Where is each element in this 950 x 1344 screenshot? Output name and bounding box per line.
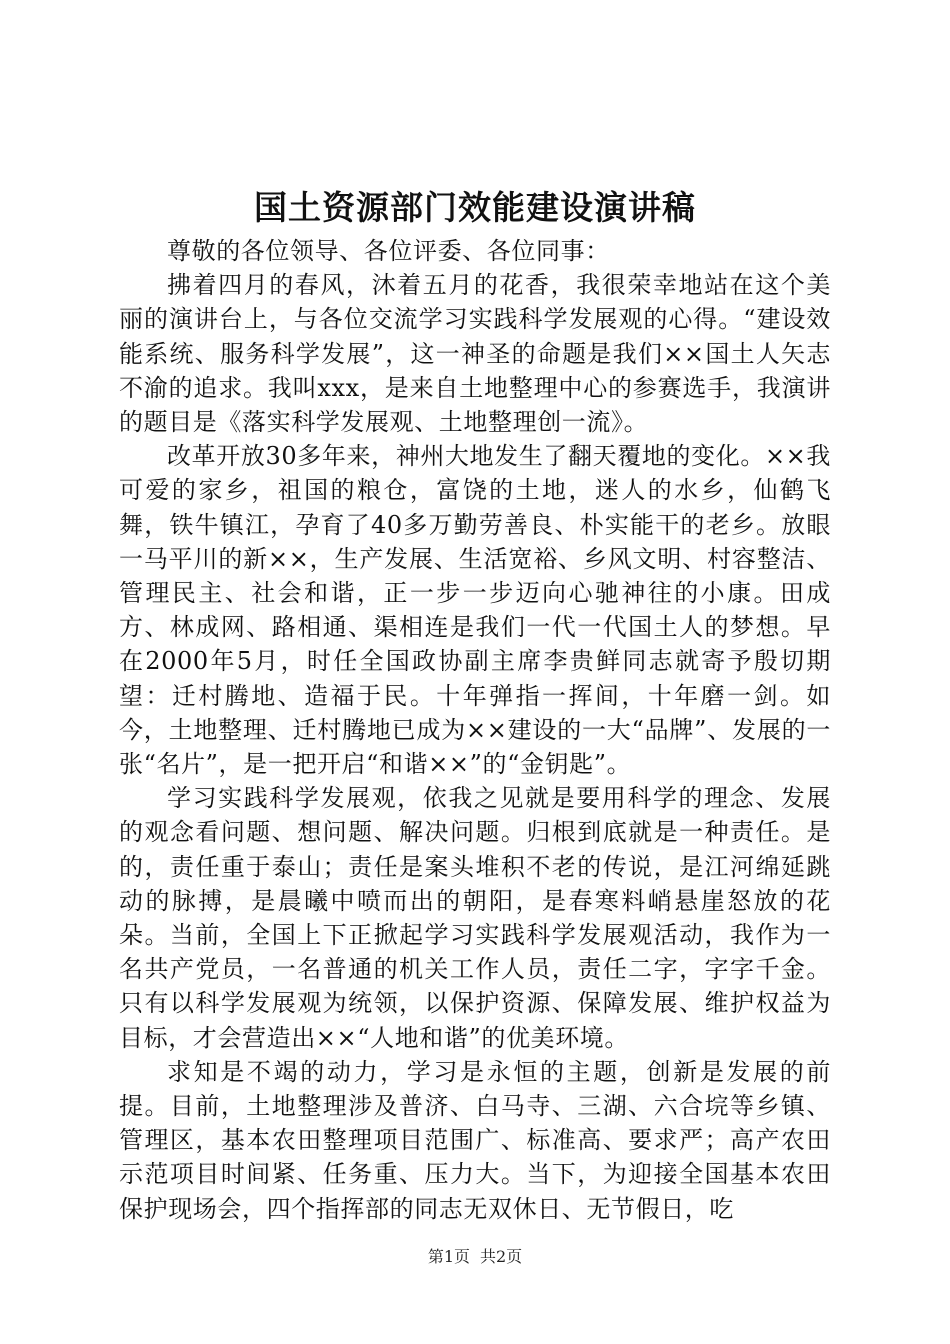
body-paragraph: 拂着四月的春风，沐着五月的花香，我很荣幸地站在这个美丽的演讲台上，与各位交流学习实践科学发展观的心得。“建设效能系统、服务科学发展”，这一神圣的命题是我们××国土人矢志不渝的追求。我叫xxx，是来自土地整理中心的参赛选手，我演讲的题目是《落实科学发展观、土地整理创一流》。 — [119, 271, 831, 437]
page-number: 第1页 — [427, 1247, 470, 1266]
salutation-paragraph: 尊敬的各位领导、各位评委、各位同事： — [167, 237, 610, 265]
page-footer — [0, 1246, 950, 1268]
body-paragraph: 学习实践科学发展观，依我之见就是要用科学的理念、发展的观念看问题、想问题、解决问题。归根到底就是一种责任。是的，责任重于泰山；责任是案头堆积不老的传说，是江河绵延跳动的脉搏，是晨曦中喷而出的朝阳，是春寒料峭悬崖怒放的花朵。当前，全国上下正掀起学习实践科学发展观活动，我作为一名共产党员，一名普通的机关工作人员，责任二字，字字千金。只有以科学发展观为统领，以保护资源、保障发展、维护权益为目标，才会营造出××“人地和谐”的优美环境。 — [119, 784, 831, 1052]
document-title: 国土资源部门效能建设演讲稿 — [254, 188, 696, 227]
page-total: 共2页 — [480, 1247, 523, 1266]
document-body — [119, 234, 831, 1226]
body-paragraph: 求知是不竭的动力，学习是永恒的主题，创新是发展的前提。目前，土地整理涉及普济、白马寺、三湖、六合垸等乡镇、管理区，基本农田整理项目范围广、标准高、要求严；高产农田示范项目时间紧、任务重、压力大。当下，为迎接全国基本农田保护现场会，四个指挥部的同志无双休日、无节假日，吃 — [119, 1057, 831, 1223]
body-paragraph: 改革开放30多年来，神州大地发生了翻天覆地的变化。××我可爱的家乡，祖国的粮仓，富饶的土地，迷人的水乡，仙鹤飞舞，铁牛镇江，孕育了40多万勤劳善良、朴实能干的老乡。放眼一马平川的新××，生产发展、生活宽裕、乡风文明、村容整洁、管理民主、社会和谐，正一步一步迈向心驰神往的小康。田成方、林成网、路相通、渠相连是我们一代一代国土人的梦想。早在2000年5月，时任全国政协副主席李贵鲜同志就寄予殷切期望：迁村腾地、造福于民。十年弹指一挥间，十年磨一剑。如今，土地整理、迁村腾地已成为××建设的一大“品牌”、发展的一张“名片”，是一把开启“和谐××”的“金钥匙”。 — [119, 442, 831, 779]
